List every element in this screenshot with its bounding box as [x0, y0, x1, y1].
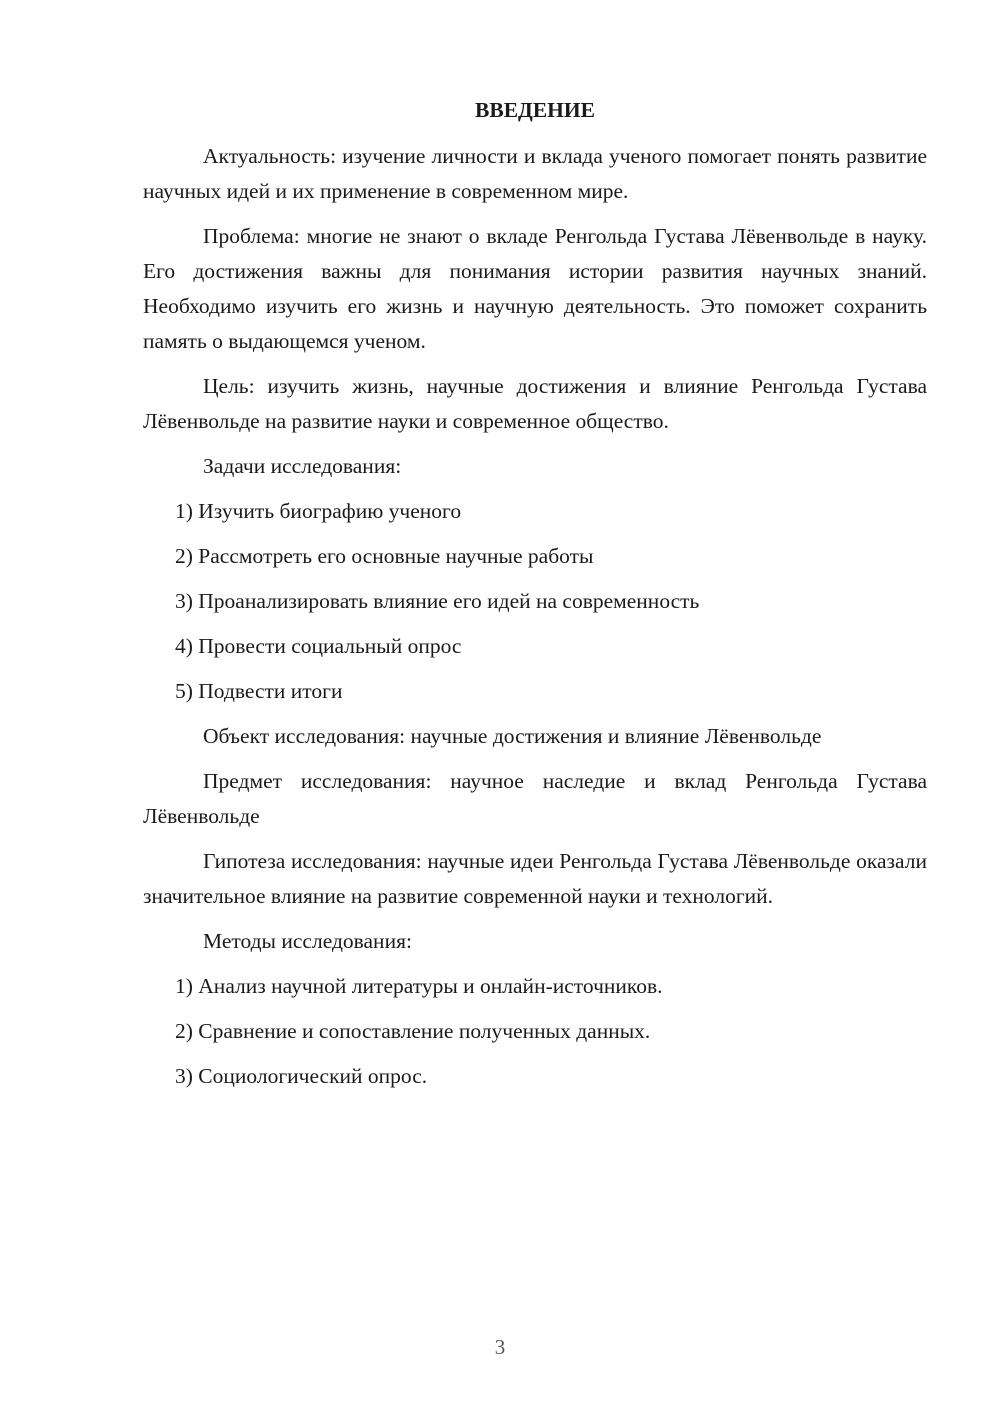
list-item: 3) Проанализировать влияние его идей на современность — [175, 589, 700, 613]
list-item: 1) Анализ научной литературы и онлайн-источников. — [175, 974, 663, 998]
actuality-paragraph: Актуальность: изучение личности и вклада ученого помогает понять развитие научных идей и их применение в современном мире. — [143, 144, 927, 203]
tasks-heading: Задачи исследования: — [203, 454, 402, 478]
tasks-list — [143, 494, 927, 709]
object-paragraph: Объект исследования: научные достижения и влияние Лёвенвольде — [203, 724, 822, 748]
problem-paragraph: Проблема: многие не знают о вкладе Ренгольда Густава Лёвенвольде в науку. Его достижения важны для понимания истории развития научных знаний. Необходимо изучить его жизнь и научную деятельность. Это поможет сохранить память о выдающемся ученом. — [143, 224, 927, 353]
list-item: 2) Рассмотреть его основные научные работы — [175, 544, 594, 568]
list-item: 3) Социологический опрос. — [175, 1064, 428, 1088]
methods-list — [143, 969, 927, 1094]
goal-paragraph: Цель: изучить жизнь, научные достижения и влияние Ренгольда Густава Лёвенвольде на развитие науки и современное общество. — [143, 374, 927, 433]
subject-paragraph: Предмет исследования: научное наследие и вклад Ренгольда Густава Лёвенвольде — [143, 769, 927, 828]
document-page — [143, 93, 927, 1104]
methods-heading: Методы исследования: — [203, 929, 412, 953]
list-item: 2) Сравнение и сопоставление полученных данных. — [175, 1019, 651, 1043]
list-item: 1) Изучить биографию ученого — [175, 499, 462, 523]
list-item: 5) Подвести итоги — [175, 679, 343, 703]
section-title: ВВЕДЕНИЕ — [475, 98, 595, 122]
hypothesis-paragraph: Гипотеза исследования: научные идеи Ренгольда Густава Лёвенвольде оказали значительное влияние на развитие современной науки и технологий. — [143, 849, 927, 908]
page-number: 3 — [494, 1335, 506, 1359]
list-item: 4) Провести социальный опрос — [175, 634, 462, 658]
